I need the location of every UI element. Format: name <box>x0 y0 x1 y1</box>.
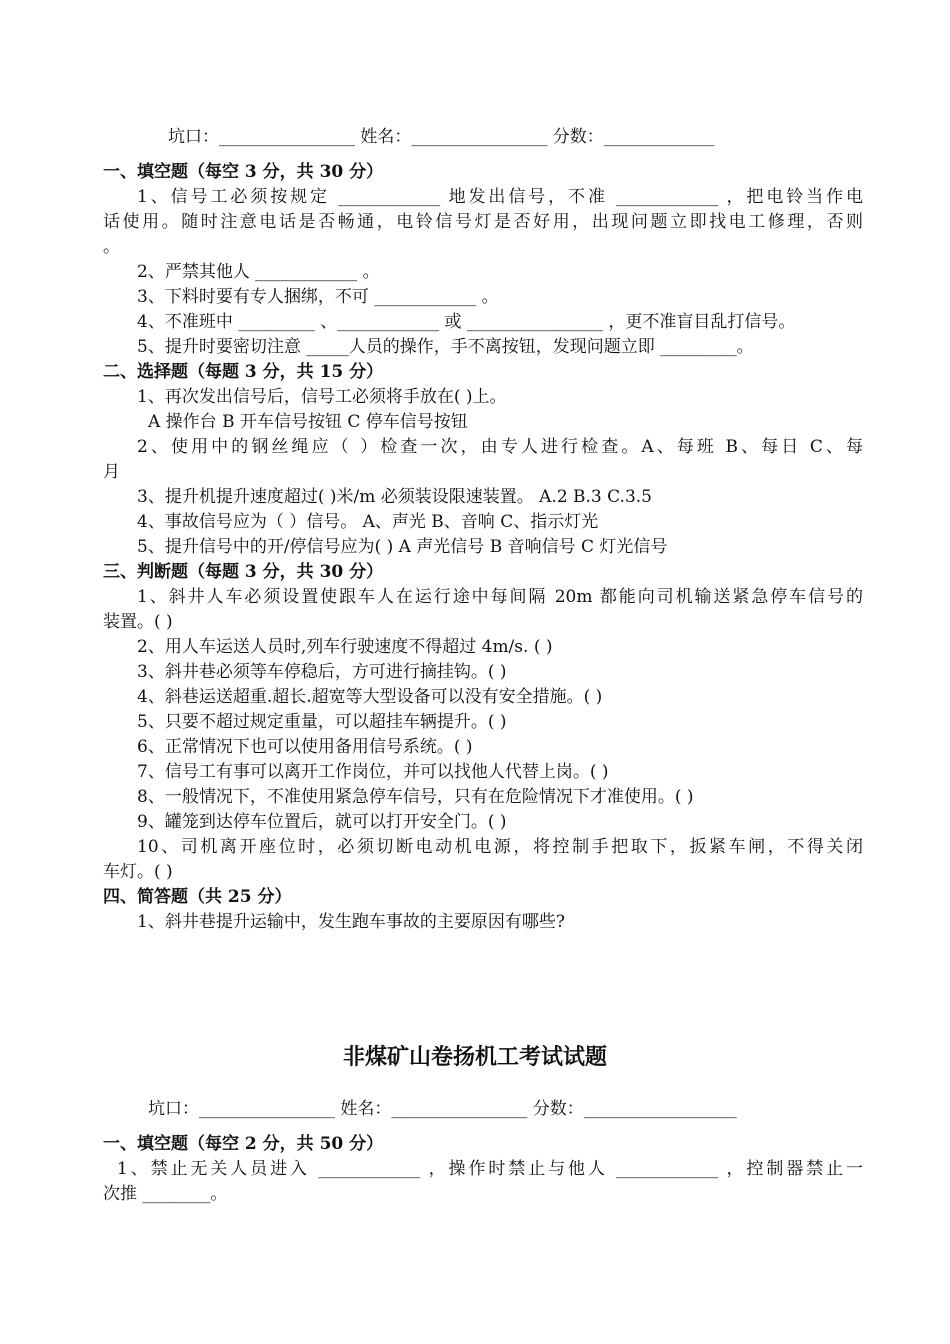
question-text: 月 <box>103 462 120 482</box>
question-text: 1、斜井巷提升运输中，发生跑车事故的主要原因有哪些? <box>137 912 565 932</box>
exam-title: 非煤矿山卷扬机工考试试题 <box>342 1044 607 1070</box>
question-text: 装置。( ) <box>103 612 173 632</box>
section-heading-fill-in: 一、填空题（每空 2 分，共 50 分） <box>103 1134 384 1154</box>
section-heading-choice: 二、选择题（每题 3 分，共 15 分） <box>103 362 384 382</box>
question-text: 1、禁止无关人员进入 ____________ ，操作时禁止与他人 ____________ ，控制器禁止一 <box>117 1159 863 1179</box>
question-text: 3、下料时要有专人捆绑，不可 ____________ 。 <box>137 287 499 307</box>
question-text: 10、司机离开座位时，必须切断电动机电源，将控制手把取下，扳紧车闸，不得关闭 <box>137 837 863 857</box>
question-text: 1、斜井人车必须设置使跟车人在运行途中每间隔 20m 都能向司机输送紧急停车信号的 <box>137 587 863 607</box>
question-text: 1、信号工必须按规定 ____________ 地发出信号，不准 ____________ ，把电铃当作电 <box>137 187 863 207</box>
question-text: 7、信号工有事可以离开工作岗位，并可以找他人代替上岗。( ) <box>137 762 609 782</box>
question-text: 2、严禁其他人 ____________ 。 <box>137 262 380 282</box>
question-text: 2、使用中的钢丝绳应（ ）检查一次，由专人进行检查。A、每班 B、每日 C、每 <box>137 437 863 457</box>
section-heading-fill-in: 一、填空题（每空 3 分，共 30 分） <box>103 162 384 182</box>
question-text: 5、只要不超过规定重量，可以超挂车辆提升。( ) <box>137 712 507 732</box>
question-text: 2、用人车运送人员时,列车行驶速度不得超过 4m/s. ( ) <box>137 637 553 657</box>
question-text: 4、不准班中 _________ 、____________ 或 ________________ ，更不准盲目乱打信号。 <box>137 312 796 332</box>
question-text: 3、提升机提升速度超过( )米/m 必须装设限速装置。 A.2 B.3 C.3.5 <box>137 487 652 507</box>
question-text: 。 <box>103 237 120 257</box>
exam1-header-fields: 坑口：________________ 姓名：________________ 分数：_____________ <box>168 127 715 147</box>
question-text: 1、再次发出信号后，信号工必须将手放在( )上。 <box>137 387 507 407</box>
section-heading-short-answer: 四、简答题（共 25 分） <box>103 887 292 907</box>
exam2-header-fields: 坑口：________________ 姓名：________________ 分数：__________________ <box>148 1099 737 1119</box>
question-text: 次推 ________。 <box>103 1184 228 1204</box>
question-text: 话使用。随时注意电话是否畅通，电铃信号灯是否好用，出现问题立即找电工修理，否则 <box>103 212 863 232</box>
question-text: 3、斜井巷必须等车停稳后，方可进行摘挂钩。( ) <box>137 662 507 682</box>
question-text: 6、正常情况下也可以使用备用信号系统。( ) <box>137 737 473 757</box>
question-text: 8、一般情况下，不准使用紧急停车信号，只有在危险情况下才准使用。( ) <box>137 787 694 807</box>
question-options: A 操作台 B 开车信号按钮 C 停车信号按钮 <box>148 412 468 432</box>
question-text: 5、提升信号中的开/停信号应为( ) A 声光信号 B 音响信号 C 灯光信号 <box>137 537 668 557</box>
question-text: 4、事故信号应为（ ）信号。 A、声光 B、音响 C、指示灯光 <box>137 512 599 532</box>
question-text: 9、罐笼到达停车位置后，就可以打开安全门。( ) <box>137 812 507 832</box>
section-heading-true-false: 三、判断题（每题 3 分，共 30 分） <box>103 562 384 582</box>
question-text: 5、提升时要密切注意 _____人员的操作，手不离按钮，发现问题立即 _________。 <box>137 337 754 357</box>
question-text: 车灯。( ) <box>103 862 173 882</box>
question-text: 4、斜巷运送超重.超长.超宽等大型设备可以没有安全措施。( ) <box>137 687 603 707</box>
